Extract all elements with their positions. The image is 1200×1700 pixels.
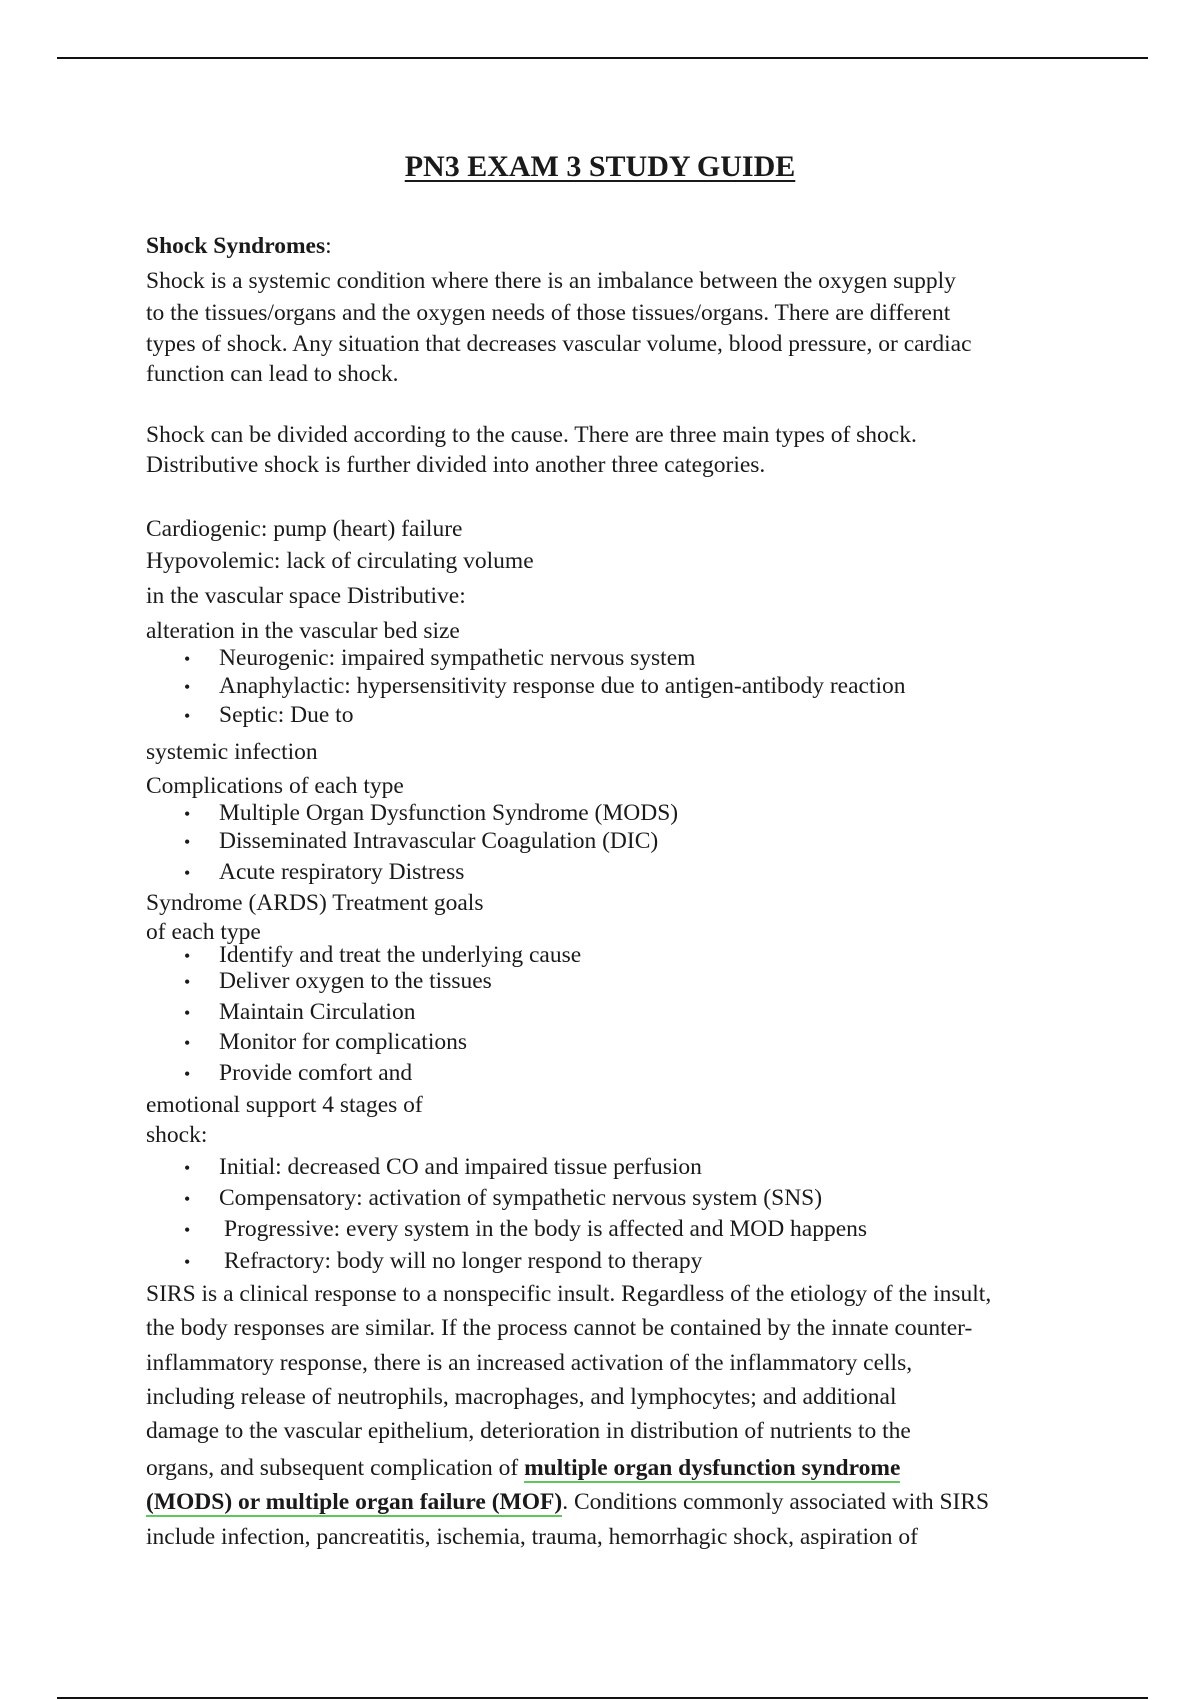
- sirs-line: including release of neutrophils, macrophages, and lymphocytes; and additional: [146, 1384, 897, 1410]
- bullet-icon: •: [184, 1220, 191, 1240]
- list-item: [184, 826, 658, 857]
- list-item-text: Multiple Organ Dysfunction Syndrome (MODS): [219, 800, 679, 826]
- list-item: [184, 857, 464, 888]
- list-item-text: Neurogenic: impaired sympathetic nervous system: [219, 645, 696, 671]
- text-line: Complications of each type: [146, 773, 404, 799]
- type-line: alteration in the vascular bed size: [146, 618, 460, 644]
- sirs-line: the body responses are similar. If the process cannot be contained by the innate counter-: [146, 1315, 973, 1341]
- list-item: [184, 1058, 412, 1089]
- heading-text: Shock Syndromes: [146, 233, 326, 259]
- list-item: [184, 966, 492, 997]
- intro-line: types of shock. Any situation that decreases vascular volume, blood pressure, or cardiac: [146, 331, 972, 357]
- bullet-icon: •: [184, 863, 191, 883]
- text-line: shock:: [146, 1122, 208, 1148]
- list-item-text: Monitor for complications: [219, 1029, 468, 1055]
- list-item: [184, 1027, 467, 1058]
- list-item-text: Initial: decreased CO and impaired tissue perfusion: [219, 1154, 702, 1180]
- division-line: Distributive shock is further divided into another three categories.: [146, 452, 766, 478]
- type-line: Hypovolemic: lack of circulating volume: [146, 548, 534, 574]
- type-line: Cardiogenic: pump (heart) failure: [146, 516, 463, 542]
- list-item-text: Disseminated Intravascular Coagulation (DIC): [219, 828, 659, 854]
- list-item-text: Septic: Due to: [219, 702, 354, 728]
- bullet-icon: •: [184, 649, 191, 669]
- list-item: [184, 1152, 702, 1183]
- sirs-line: [146, 1453, 900, 1483]
- sirs-text: organs, and subsequent complication of: [146, 1455, 525, 1481]
- list-item: [184, 700, 353, 731]
- text-line: emotional support 4 stages of: [146, 1092, 423, 1118]
- sirs-line: damage to the vascular epithelium, deterioration in distribution of nutrients to the: [146, 1418, 911, 1444]
- list-item-text: Maintain Circulation: [219, 999, 416, 1025]
- division-line: Shock can be divided according to the cause. There are three main types of shock.: [146, 422, 917, 448]
- bottom-rule: [57, 1697, 1148, 1699]
- text-line: of each type: [146, 919, 261, 945]
- sirs-text: . Conditions commonly associated with SIRS: [562, 1489, 990, 1515]
- title-text: PN3 EXAM 3 STUDY GUIDE: [404, 150, 796, 183]
- bullet-icon: •: [184, 706, 191, 726]
- list-item-text: Progressive: every system in the body is affected and MOD happens: [224, 1216, 868, 1242]
- list-item: [184, 798, 678, 829]
- bullet-icon: •: [184, 677, 191, 697]
- list-item-text: Refractory: body will no longer respond to therapy: [224, 1248, 703, 1274]
- text-line: Syndrome (ARDS) Treatment goals: [146, 890, 484, 916]
- bullet-icon: •: [184, 1064, 191, 1084]
- bullet-icon: •: [184, 804, 191, 824]
- list-item: [184, 997, 415, 1028]
- bullet-icon: •: [184, 832, 191, 852]
- highlighted-term: (MODS) or multiple organ failure (MOF): [146, 1489, 563, 1515]
- bullet-icon: •: [184, 1003, 191, 1023]
- heading-colon: :: [325, 233, 332, 259]
- sirs-line: include infection, pancreatitis, ischemia, trauma, hemorrhagic shock, aspiration of: [146, 1524, 918, 1550]
- list-item: [184, 1214, 867, 1245]
- list-item-text: Acute respiratory Distress: [219, 859, 465, 885]
- list-item-text: Provide comfort and: [219, 1060, 413, 1086]
- bullet-icon: •: [184, 1158, 191, 1178]
- list-item-text: Identify and treat the underlying cause: [219, 942, 582, 968]
- list-item: [184, 1183, 822, 1214]
- intro-line: to the tissues/organs and the oxygen needs of those tissues/organs. There are different: [146, 300, 951, 326]
- bullet-icon: •: [184, 1252, 191, 1272]
- bullet-icon: •: [184, 1033, 191, 1053]
- sirs-line: SIRS is a clinical response to a nonspecific insult. Regardless of the etiology of the insult,: [146, 1281, 992, 1307]
- list-item: [184, 643, 695, 674]
- intro-line: Shock is a systemic condition where there is an imbalance between the oxygen supply: [146, 268, 956, 294]
- list-item: [184, 1246, 702, 1277]
- list-item: [184, 671, 906, 702]
- top-rule: [57, 57, 1148, 59]
- sirs-line: [146, 1487, 989, 1517]
- page-title: [0, 150, 1200, 184]
- sirs-line: inflammatory response, there is an increased activation of the inflammatory cells,: [146, 1350, 913, 1376]
- bullet-icon: •: [184, 946, 191, 966]
- type-line: in the vascular space Distributive:: [146, 583, 466, 609]
- list-item-text: Anaphylactic: hypersensitivity response due to antigen-antibody reaction: [219, 673, 906, 699]
- section-heading: [146, 231, 332, 261]
- list-item-text: Deliver oxygen to the tissues: [219, 968, 492, 994]
- list-item-text: Compensatory: activation of sympathetic nervous system (SNS): [219, 1185, 823, 1211]
- highlighted-term: multiple organ dysfunction syndrome: [524, 1455, 901, 1481]
- text-line: systemic infection: [146, 739, 318, 765]
- intro-line: function can lead to shock.: [146, 361, 399, 387]
- bullet-icon: •: [184, 1189, 191, 1209]
- bullet-icon: •: [184, 972, 191, 992]
